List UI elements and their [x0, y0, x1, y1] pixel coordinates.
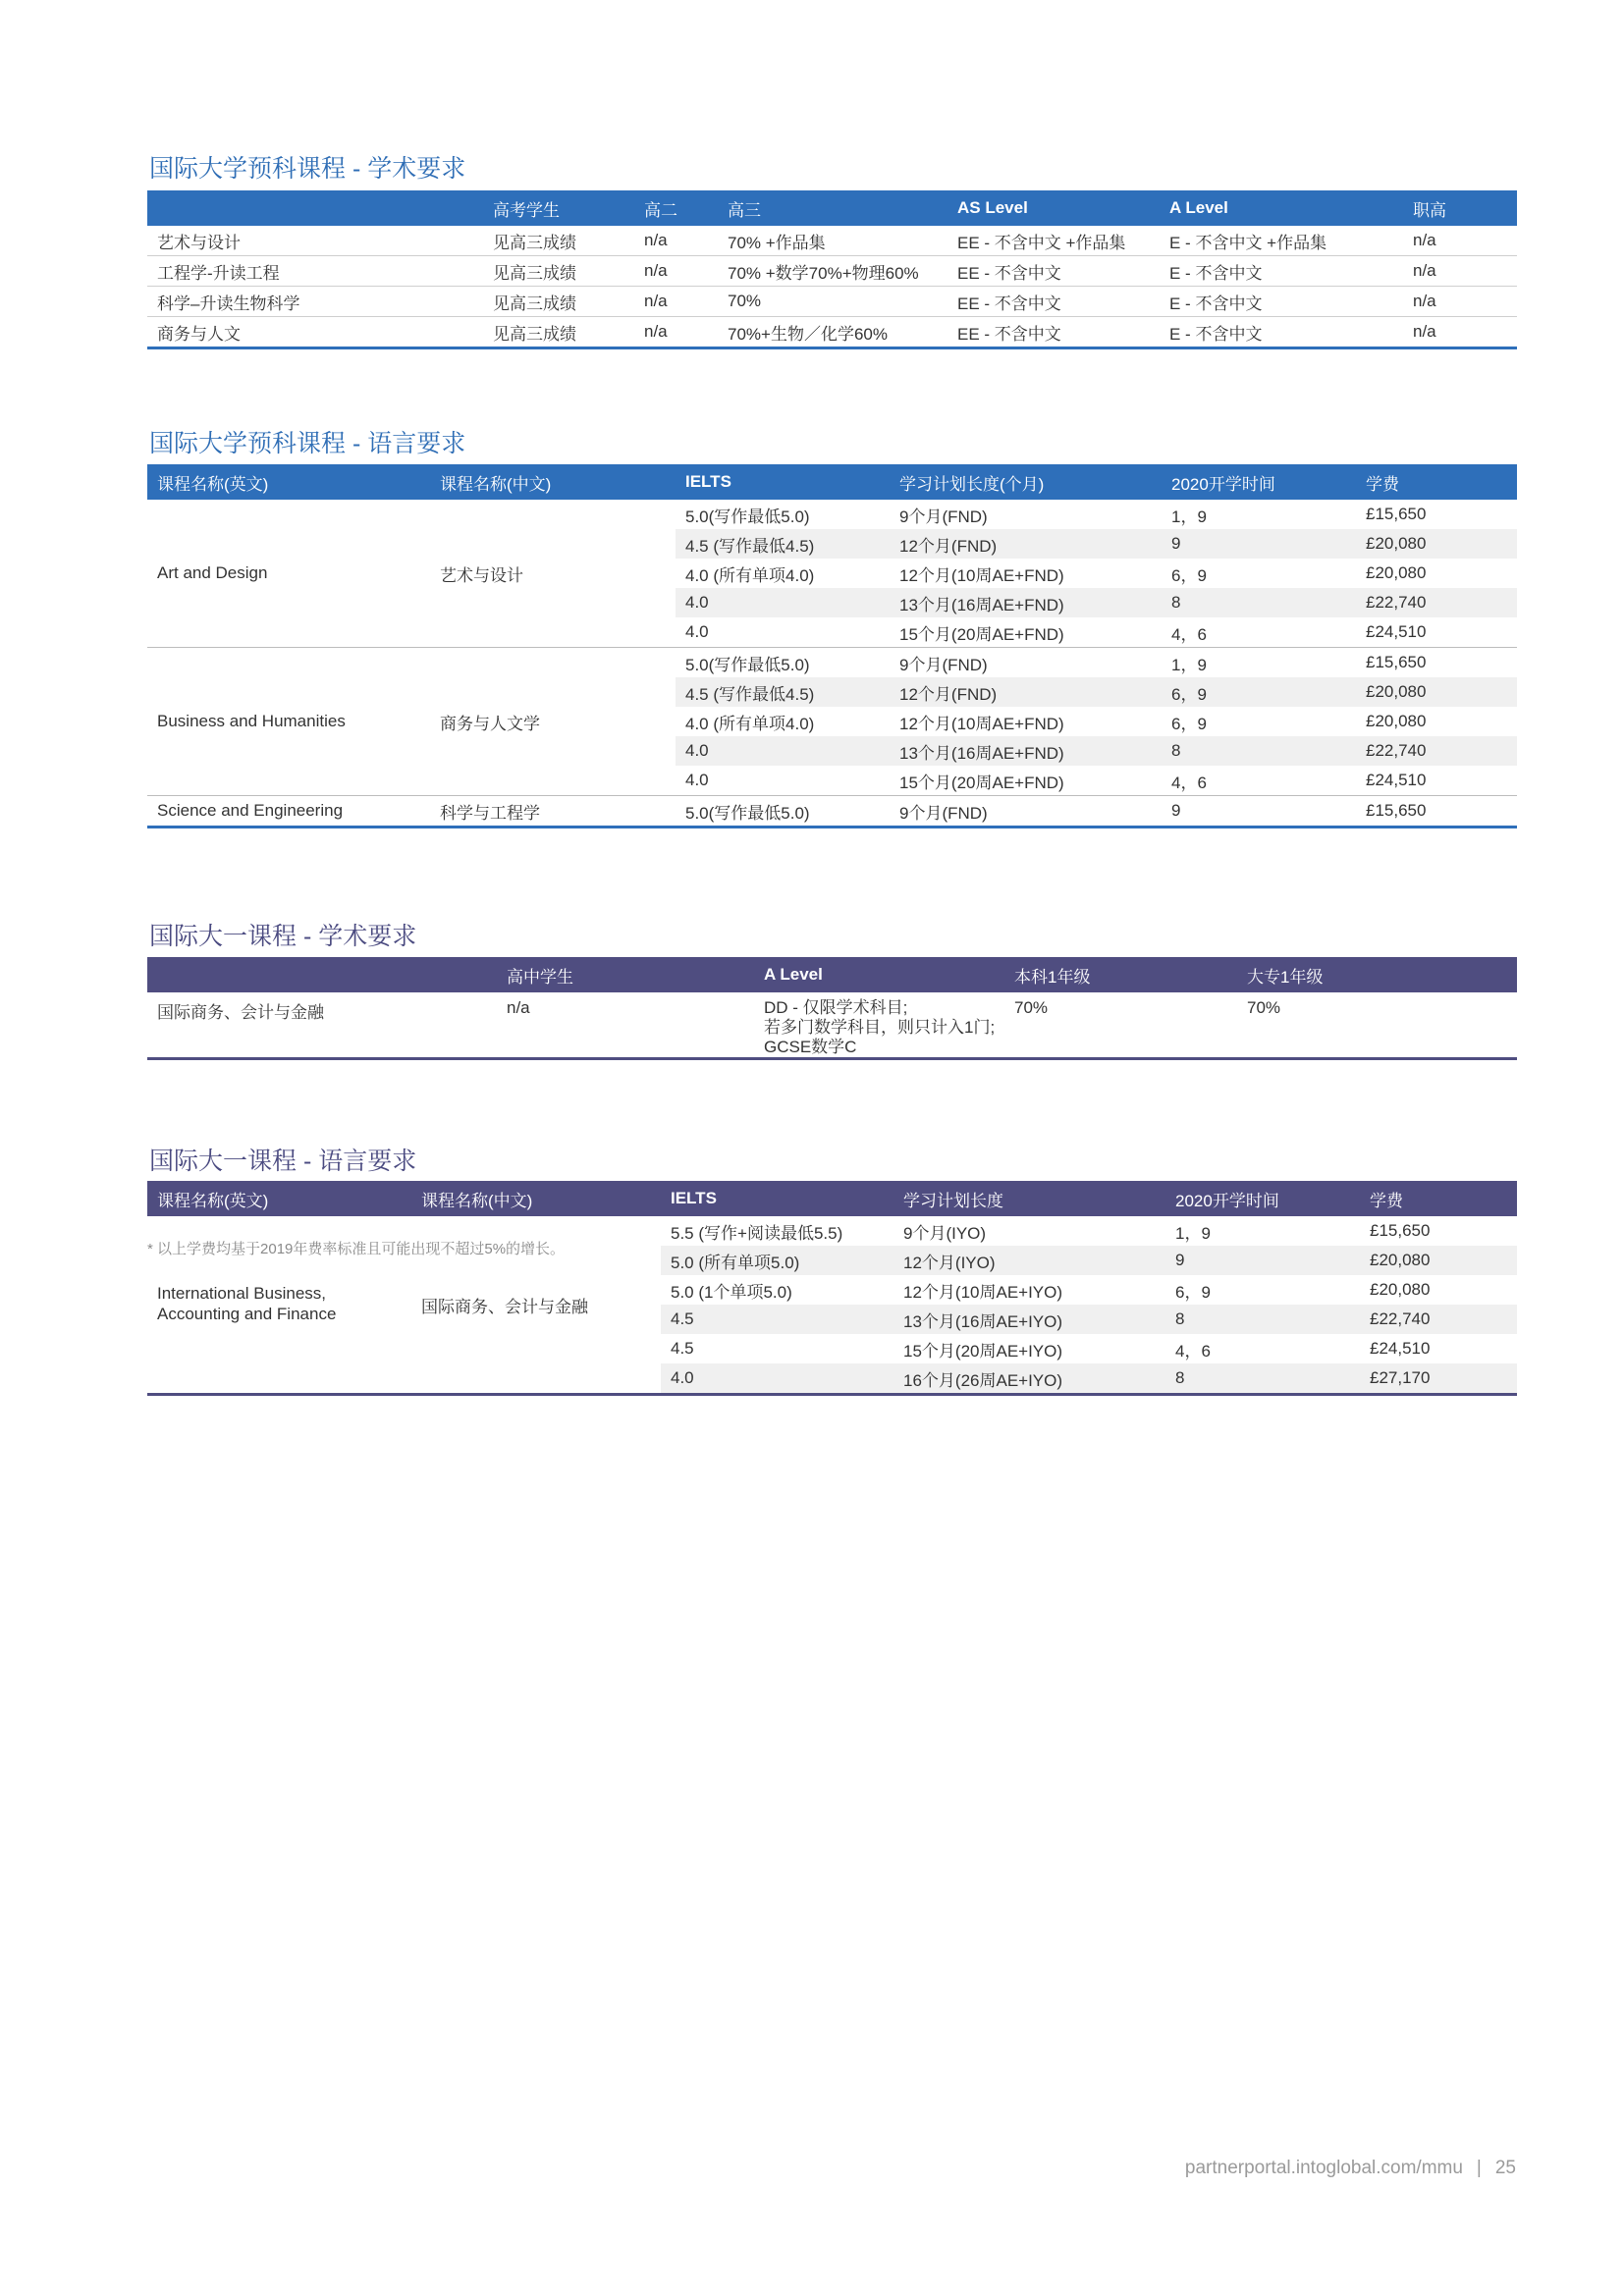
table-cell: 1，9 — [1175, 1223, 1211, 1243]
table-header: 高二 — [634, 190, 718, 226]
table-row — [147, 1216, 1517, 1246]
table-cell: 15个月(20周AE+IYO) — [903, 1341, 1063, 1361]
table-cell: n/a — [1403, 226, 1517, 256]
table-cell: 8 — [1165, 1305, 1360, 1334]
iyo-academic-section — [147, 957, 1517, 1060]
table-row — [147, 648, 1517, 678]
table-row — [147, 226, 1517, 256]
table-cell: 商务与人文 — [147, 317, 483, 348]
table-cell: n/a — [1403, 256, 1517, 287]
table-header-row — [147, 464, 1517, 500]
table-cell: E - 不含中文 — [1160, 317, 1403, 348]
iyo-language-section — [147, 1181, 1517, 1396]
table-cell: 4.0 — [676, 766, 890, 796]
table-cell: 9个月(FND) — [890, 796, 1162, 828]
table-cell: 5.0(写作最低5.0) — [676, 796, 890, 828]
table-cell: £24,510 — [1370, 1339, 1431, 1358]
table-header-row — [147, 1181, 1517, 1216]
table-cell: E - 不含中文 — [1160, 287, 1403, 317]
table-cell: 9个月(FND) — [899, 655, 988, 674]
table-header: 课程名称(英文) — [147, 464, 430, 500]
table-header — [147, 957, 497, 992]
table-header: A Level — [1160, 190, 1403, 226]
table-cell: 70%+生物／化学60% — [718, 317, 947, 348]
table-cell: n/a — [1403, 287, 1517, 317]
table-cell: £22,740 — [1360, 1305, 1517, 1334]
table-header-row — [147, 190, 1517, 226]
table-cell: 5.0 (1个单项5.0) — [671, 1282, 792, 1302]
table-cell: 8 — [1162, 736, 1356, 766]
table-cell: 4.0 (所有单项4.0) — [685, 565, 815, 585]
table-cell: 13个月(16周AE+FND) — [890, 588, 1162, 617]
table-cell: 70% — [1004, 992, 1237, 1059]
table-cell: 12个月(10周AE+FND) — [899, 714, 1064, 733]
table-header: 职高 — [1403, 190, 1517, 226]
table-header-row — [147, 957, 1517, 992]
table-row — [147, 317, 1517, 348]
table-cell: £27,170 — [1360, 1363, 1517, 1395]
table-cell: 13个月(16周AE+FND) — [890, 736, 1162, 766]
table-cell: 12个月(FND) — [890, 529, 1162, 559]
foundation-language-table — [147, 464, 1517, 828]
table-cell: 4.5 (写作最低4.5) — [676, 529, 890, 559]
table-cell: 5.0(写作最低5.0) — [685, 655, 810, 674]
table-cell: 4.5 — [671, 1339, 694, 1358]
table-cell: £15,650 — [1356, 796, 1517, 828]
table-cell: 1，9 — [1171, 655, 1207, 674]
table-cell: 工程学-升读工程 — [147, 256, 483, 287]
section-title-iyo-academic: 国际大一课程 - 学术要求 — [149, 923, 417, 950]
table-cell: 5.0(写作最低5.0) — [685, 507, 810, 526]
table-cell: 4.0 — [661, 1363, 893, 1395]
foundation-academic-section — [147, 190, 1517, 349]
table-cell: 艺术与设计 — [147, 226, 483, 256]
table-cell: 4.0 — [676, 617, 890, 648]
table-cell: 5.5 (写作+阅读最低5.5) — [671, 1223, 843, 1243]
table-cell: 9 — [1165, 1246, 1360, 1275]
table-row — [147, 500, 1517, 529]
table-header: 学习计划长度 — [893, 1181, 1165, 1216]
table-row — [147, 256, 1517, 287]
table-cell: n/a — [634, 317, 718, 348]
program-name-en: Business and Humanities — [147, 648, 430, 796]
table-cell: 见高三成绩 — [483, 317, 634, 348]
table-cell: £20,080 — [1366, 712, 1427, 730]
table-cell: 4，6 — [1162, 766, 1356, 796]
program-info-cell — [147, 1216, 661, 1395]
program-name-en-line: Accounting and Finance — [157, 1305, 337, 1323]
table-header: 大专1年级 — [1237, 957, 1517, 992]
table-cell: 12个月(10周AE+IYO) — [903, 1282, 1063, 1302]
table-cell: 70% +数学70%+物理60% — [718, 256, 947, 287]
table-cell: 4，6 — [1162, 617, 1356, 648]
iyo-language-table — [147, 1181, 1517, 1396]
table-header: 2020开学时间 — [1162, 464, 1356, 500]
table-header: 课程名称(中文) — [430, 464, 676, 500]
program-name-zh: 国际商务、会计与金融 — [421, 1298, 588, 1316]
alevel-requirement-cell — [754, 992, 1004, 1059]
table-cell: 4.0 — [676, 588, 890, 617]
table-cell: n/a — [497, 992, 754, 1059]
alevel-line: GCSE数学C — [764, 1038, 857, 1056]
iyo-academic-table — [147, 957, 1517, 1060]
table-header: 学费 — [1356, 464, 1517, 500]
section-title-iyo-language: 国际大一课程 - 语言要求 — [149, 1148, 417, 1175]
table-cell: 科学–升读生物科学 — [147, 287, 483, 317]
table-header: IELTS — [661, 1181, 893, 1216]
program-name-en: Art and Design — [147, 500, 430, 648]
table-cell: E - 不含中文 +作品集 — [1160, 226, 1403, 256]
table-cell: 4.0 — [676, 736, 890, 766]
table-header: A Level — [754, 957, 1004, 992]
foundation-language-section — [147, 464, 1517, 828]
table-cell: £20,080 — [1360, 1246, 1517, 1275]
table-cell: 5.0 (所有单项5.0) — [661, 1246, 893, 1275]
table-cell: £24,510 — [1356, 617, 1517, 648]
table-header: 本科1年级 — [1004, 957, 1237, 992]
footer-url[interactable]: partnerportal.intoglobal.com/mmu — [1184, 2158, 1463, 2178]
table-cell: n/a — [1403, 317, 1517, 348]
table-cell: 6，9 — [1175, 1282, 1211, 1302]
table-cell: 12个月(10周AE+FND) — [899, 565, 1064, 585]
table-cell: £22,740 — [1356, 588, 1517, 617]
program-name-en: Science and Engineering — [147, 796, 430, 828]
table-cell: 9个月(FND) — [899, 507, 988, 526]
table-cell: 13个月(16周AE+IYO) — [893, 1305, 1165, 1334]
page-number: 25 — [1494, 2158, 1516, 2178]
table-cell: 6，9 — [1162, 677, 1356, 707]
table-header: AS Level — [947, 190, 1160, 226]
table-cell: 1，9 — [1171, 507, 1207, 526]
table-header: 课程名称(中文) — [411, 1181, 661, 1216]
program-name-zh: 艺术与设计 — [430, 500, 676, 648]
table-cell: 12个月(IYO) — [893, 1246, 1165, 1275]
table-cell: 4.5 (写作最低4.5) — [676, 677, 890, 707]
table-cell: 4.0 (所有单项4.0) — [685, 714, 815, 733]
section-title-foundation-academic: 国际大学预科课程 - 学术要求 — [149, 155, 466, 183]
table-cell: EE - 不含中文 — [947, 256, 1160, 287]
table-row — [147, 992, 1517, 1059]
table-cell: 70% — [1237, 992, 1517, 1059]
table-cell: EE - 不含中文 — [947, 317, 1160, 348]
table-cell: £24,510 — [1356, 766, 1517, 796]
table-cell: 9个月(IYO) — [903, 1223, 987, 1243]
table-cell: n/a — [634, 226, 718, 256]
alevel-line: 若多门数学科目，则只计入1门; — [764, 1018, 996, 1037]
table-cell: 12个月(FND) — [890, 677, 1162, 707]
alevel-line: DD - 仅限学术科目; — [764, 998, 908, 1017]
foundation-academic-table — [147, 190, 1517, 349]
table-row — [147, 796, 1517, 828]
table-cell: 9 — [1162, 796, 1356, 828]
table-header: 学习计划长度(个月) — [890, 464, 1162, 500]
table-header: 课程名称(英文) — [147, 1181, 411, 1216]
table-cell: 15个月(20周AE+FND) — [890, 617, 1162, 648]
table-cell: £22,740 — [1356, 736, 1517, 766]
table-cell: £15,650 — [1370, 1221, 1431, 1240]
program-name-en-line: International Business, — [157, 1284, 326, 1303]
table-cell: EE - 不含中文 +作品集 — [947, 226, 1160, 256]
table-header: 高三 — [718, 190, 947, 226]
table-cell: 6，9 — [1171, 714, 1207, 733]
table-cell: n/a — [634, 287, 718, 317]
table-header: 高中学生 — [497, 957, 754, 992]
table-cell: 70% — [718, 287, 947, 317]
table-cell: £20,080 — [1356, 529, 1517, 559]
footer-separator: | — [1476, 2158, 1482, 2178]
table-cell: £20,080 — [1370, 1280, 1431, 1299]
program-name-zh: 科学与工程学 — [430, 796, 676, 828]
table-cell: 见高三成绩 — [483, 226, 634, 256]
table-cell: n/a — [634, 256, 718, 287]
table-cell: £20,080 — [1366, 563, 1427, 582]
table-cell: 70% +作品集 — [718, 226, 947, 256]
table-cell: EE - 不含中文 — [947, 287, 1160, 317]
table-cell: 8 — [1165, 1363, 1360, 1395]
table-row — [147, 287, 1517, 317]
page-footer — [1185, 2158, 1516, 2179]
table-cell: 15个月(20周AE+FND) — [890, 766, 1162, 796]
table-cell: 6，9 — [1171, 565, 1207, 585]
table-cell: £20,080 — [1356, 677, 1517, 707]
table-cell: 见高三成绩 — [483, 287, 634, 317]
table-cell: £15,650 — [1366, 653, 1427, 671]
table-cell: 见高三成绩 — [483, 256, 634, 287]
program-name-en — [157, 1283, 336, 1324]
program-name-zh: 商务与人文学 — [430, 648, 676, 796]
table-header: 高考学生 — [483, 190, 634, 226]
table-cell: 8 — [1162, 588, 1356, 617]
table-cell: 4，6 — [1175, 1341, 1211, 1361]
fee-note: * 以上学费均基于2019年费率标准且可能出现不超过5%的增长。 — [147, 1241, 566, 1257]
table-header: IELTS — [676, 464, 890, 500]
table-header: 学费 — [1360, 1181, 1517, 1216]
table-cell: 9 — [1162, 529, 1356, 559]
table-cell: 国际商务、会计与金融 — [147, 992, 497, 1059]
table-cell: £15,650 — [1366, 505, 1427, 523]
table-header — [147, 190, 483, 226]
table-cell: 4.5 — [661, 1305, 893, 1334]
table-header: 2020开学时间 — [1165, 1181, 1360, 1216]
table-cell: 16个月(26周AE+IYO) — [893, 1363, 1165, 1395]
section-title-foundation-language: 国际大学预科课程 - 语言要求 — [149, 430, 466, 457]
table-cell: E - 不含中文 — [1160, 256, 1403, 287]
